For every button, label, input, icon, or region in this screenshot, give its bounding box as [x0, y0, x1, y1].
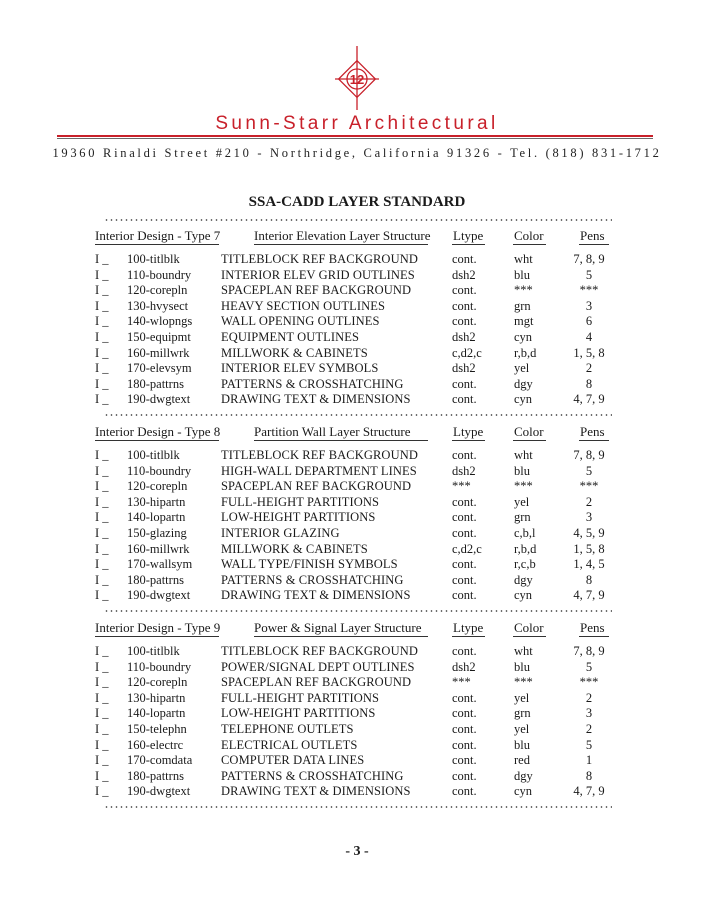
table-row — [0, 313, 714, 329]
header-underline — [579, 440, 609, 441]
layer-linetype: cont. — [452, 572, 477, 587]
layer-pens: 2 — [585, 494, 593, 509]
layer-prefix: I _ — [95, 659, 109, 674]
layer-color: blu — [514, 267, 530, 282]
layer-color: dgy — [514, 572, 533, 587]
layer-pens: 8 — [585, 376, 593, 391]
layer-prefix: I _ — [95, 252, 109, 266]
table-row — [0, 494, 714, 510]
layer-pens: 3 — [585, 510, 593, 525]
table-row — [0, 251, 714, 267]
layer-linetype: cont. — [452, 392, 477, 407]
layer-pens: 1, 5, 8 — [573, 541, 605, 556]
layer-description: INTERIOR ELEV GRID OUTLINES — [221, 267, 415, 282]
layer-pens: 1 — [585, 753, 593, 768]
layer-color: dgy — [514, 376, 533, 391]
layer-pens: 4, 7, 9 — [573, 784, 605, 799]
layer-prefix: I _ — [95, 541, 109, 556]
layer-pens: 5 — [585, 659, 593, 674]
layer-prefix: I _ — [95, 392, 109, 407]
layer-description: FULL-HEIGHT PARTITIONS — [221, 690, 380, 705]
layer-color: grn — [514, 298, 531, 313]
layer-pens: 2 — [585, 361, 593, 376]
layer-description: PATTERNS & CROSSHATCHING — [221, 376, 404, 391]
layer-linetype: cont. — [452, 737, 477, 752]
layer-pens: 3 — [585, 706, 593, 721]
layer-color: blu — [514, 737, 530, 752]
layer-description: DRAWING TEXT & DIMENSIONS — [221, 392, 411, 407]
layer-code: 140-wlopngs — [127, 314, 193, 329]
table-row — [0, 587, 714, 603]
table-row — [0, 541, 714, 557]
column-header-ltype: Ltype — [453, 620, 484, 635]
table-row — [0, 267, 714, 283]
layer-description: TITLEBLOCK REF BACKGROUND — [221, 644, 418, 658]
layer-code: 130-hipartn — [127, 494, 186, 509]
layer-linetype: cont. — [452, 494, 477, 509]
layer-pens: 2 — [585, 722, 593, 736]
layer-code: 110-boundry — [127, 659, 192, 674]
dotted-separator — [104, 806, 612, 808]
layer-linetype: cont. — [452, 768, 477, 783]
layer-linetype: cont. — [452, 448, 477, 462]
layer-color: *** — [514, 283, 533, 298]
layer-code: 180-pattrns — [127, 376, 184, 391]
layer-description: HIGH-WALL DEPARTMENT LINES — [221, 463, 417, 478]
layer-code: 150-glazing — [127, 526, 187, 540]
dotted-separator — [104, 414, 612, 416]
layer-pens: 6 — [585, 314, 593, 329]
table-row — [0, 376, 714, 392]
table-row — [0, 556, 714, 572]
layer-description: HEAVY SECTION OUTLINES — [221, 298, 385, 313]
company-logo — [332, 44, 382, 116]
layer-linetype: cont. — [452, 706, 477, 721]
header-underline — [452, 636, 485, 637]
layer-pens: 4 — [585, 330, 593, 344]
layer-code: 120-corepln — [127, 479, 188, 494]
layer-color: grn — [514, 510, 531, 525]
layer-color: r,b,d — [514, 345, 537, 360]
column-header-color: Color — [514, 424, 544, 439]
layer-linetype: dsh2 — [452, 267, 476, 282]
layer-code: 150-equipmt — [127, 330, 191, 344]
layer-description: TITLEBLOCK REF BACKGROUND — [221, 252, 418, 266]
header-underline — [579, 244, 609, 245]
layer-color: *** — [514, 675, 533, 690]
table-row — [0, 282, 714, 298]
layer-description: DRAWING TEXT & DIMENSIONS — [221, 588, 411, 603]
layer-pens: 5 — [585, 267, 593, 282]
layer-code: 180-pattrns — [127, 572, 184, 587]
layer-code: 160-electrc — [127, 737, 184, 752]
layer-prefix: I _ — [95, 753, 109, 768]
layer-color: cyn — [514, 588, 533, 603]
layer-prefix: I _ — [95, 361, 109, 376]
header-underline — [95, 440, 219, 441]
table-row — [0, 525, 714, 541]
layer-prefix: I _ — [95, 706, 109, 721]
layer-code: 120-corepln — [127, 283, 188, 298]
layer-linetype: c,d2,c — [452, 541, 482, 556]
layer-description: INTERIOR ELEV SYMBOLS — [221, 361, 379, 376]
table-row — [0, 674, 714, 690]
section-structure-label: Partition Wall Layer Structure — [254, 424, 411, 439]
layer-linetype: cont. — [452, 644, 477, 658]
header-underline — [452, 244, 485, 245]
column-header-pens: Pens — [580, 620, 605, 635]
layer-code: 170-comdata — [127, 753, 193, 768]
table-row — [0, 298, 714, 314]
layer-description: LOW-HEIGHT PARTITIONS — [221, 706, 376, 721]
header-underline — [513, 244, 546, 245]
table-row — [0, 643, 714, 659]
column-header-ltype: Ltype — [453, 424, 484, 439]
layer-linetype: cont. — [452, 588, 477, 603]
layer-description: PATTERNS & CROSSHATCHING — [221, 572, 404, 587]
header-rule-red — [57, 135, 653, 137]
layer-linetype: cont. — [452, 753, 477, 768]
layer-linetype: cont. — [452, 722, 477, 736]
header-underline — [452, 440, 485, 441]
layer-description: TITLEBLOCK REF BACKGROUND — [221, 448, 418, 462]
table-row — [0, 783, 714, 799]
layer-code: 190-dwgtext — [127, 392, 191, 407]
layer-color: r,c,b — [514, 557, 536, 572]
layer-code: 110-boundry — [127, 463, 192, 478]
layer-pens: 4, 5, 9 — [573, 526, 605, 540]
table-row — [0, 752, 714, 768]
layer-description: WALL TYPE/FINISH SYMBOLS — [221, 557, 398, 572]
layer-pens: 7, 8, 9 — [573, 644, 605, 658]
layer-code: 100-titlblk — [127, 448, 180, 462]
layer-code: 110-boundry — [127, 267, 192, 282]
layer-description: FULL-HEIGHT PARTITIONS — [221, 494, 380, 509]
layer-pens: 7, 8, 9 — [573, 448, 605, 462]
layer-code: 140-lopartn — [127, 706, 186, 721]
layer-prefix: I _ — [95, 283, 109, 298]
layer-pens: 8 — [585, 572, 593, 587]
layer-color: blu — [514, 463, 530, 478]
layer-code: 100-titlblk — [127, 252, 180, 266]
layer-color: cyn — [514, 392, 533, 407]
layer-linetype: cont. — [452, 690, 477, 705]
table-row — [0, 690, 714, 706]
header-underline — [513, 440, 546, 441]
layer-description: MILLWORK & CABINETS — [221, 345, 368, 360]
layer-code: 170-elevsym — [127, 361, 192, 376]
layer-pens: 2 — [585, 690, 593, 705]
layer-color: dgy — [514, 768, 533, 783]
header-underline — [513, 636, 546, 637]
table-row — [0, 345, 714, 361]
layer-description: DRAWING TEXT & DIMENSIONS — [221, 784, 411, 799]
table-row — [0, 447, 714, 463]
company-name: Sunn-Starr Architectural — [215, 113, 499, 134]
layer-linetype: cont. — [452, 376, 477, 391]
table-row — [0, 391, 714, 407]
layer-color: red — [514, 753, 530, 768]
table-row — [0, 768, 714, 784]
layer-pens: 7, 8, 9 — [573, 252, 605, 266]
layer-pens: 3 — [585, 298, 593, 313]
layer-pens: *** — [579, 675, 599, 690]
layer-pens: *** — [579, 283, 599, 298]
layer-color: cyn — [514, 784, 533, 799]
layer-color: mgt — [514, 314, 534, 329]
layer-linetype: *** — [452, 479, 471, 494]
layer-color: r,b,d — [514, 541, 537, 556]
layer-color: yel — [514, 494, 530, 509]
layer-pens: 5 — [585, 737, 593, 752]
layer-prefix: I _ — [95, 644, 109, 658]
header-underline — [254, 244, 428, 245]
layer-description: TELEPHONE OUTLETS — [221, 722, 354, 736]
section-design-label: Interior Design - Type 8 — [95, 424, 221, 439]
dotted-separator — [104, 219, 612, 221]
layer-prefix: I _ — [95, 494, 109, 509]
header-underline — [95, 244, 219, 245]
layer-description: ELECTRICAL OUTLETS — [221, 737, 358, 752]
layer-description: PATTERNS & CROSSHATCHING — [221, 768, 404, 783]
section-design-label: Interior Design - Type 7 — [95, 228, 221, 243]
layer-linetype: dsh2 — [452, 659, 476, 674]
page-number: - 3 - — [345, 844, 369, 859]
layer-code: 140-lopartn — [127, 510, 186, 525]
header-underline — [254, 636, 428, 637]
table-row — [0, 478, 714, 494]
layer-prefix: I _ — [95, 675, 109, 690]
table-row — [0, 572, 714, 588]
layer-linetype: cont. — [452, 298, 477, 313]
layer-prefix: I _ — [95, 557, 109, 572]
layer-prefix: I _ — [95, 526, 109, 540]
layer-prefix: I _ — [95, 330, 109, 344]
layer-description: WALL OPENING OUTLINES — [221, 314, 380, 329]
layer-linetype: *** — [452, 675, 471, 690]
layer-code: 190-dwgtext — [127, 784, 191, 799]
layer-color: wht — [514, 644, 533, 658]
company-address: 19360 Rinaldi Street #210 - Northridge, California 91326 - Tel. (818) 831-1712 — [52, 146, 662, 160]
layer-prefix: I _ — [95, 768, 109, 783]
layer-prefix: I _ — [95, 722, 109, 736]
layer-code: 170-wallsym — [127, 557, 193, 572]
layer-code: 180-pattrns — [127, 768, 184, 783]
column-header-pens: Pens — [580, 228, 605, 243]
layer-prefix: I _ — [95, 376, 109, 391]
layer-prefix: I _ — [95, 479, 109, 494]
layer-pens: 1, 5, 8 — [573, 345, 605, 360]
layer-pens: 4, 7, 9 — [573, 588, 605, 603]
layer-prefix: I _ — [95, 298, 109, 313]
table-row — [0, 659, 714, 675]
column-header-color: Color — [514, 620, 544, 635]
layer-linetype: cont. — [452, 283, 477, 298]
layer-linetype: cont. — [452, 784, 477, 799]
layer-linetype: dsh2 — [452, 361, 476, 376]
layer-code: 190-dwgtext — [127, 588, 191, 603]
layer-pens: *** — [579, 479, 599, 494]
layer-color: c,b,l — [514, 526, 536, 540]
section-structure-label: Power & Signal Layer Structure — [254, 620, 422, 635]
table-row — [0, 509, 714, 525]
layer-linetype: cont. — [452, 252, 477, 266]
layer-description: SPACEPLAN REF BACKGROUND — [221, 479, 412, 494]
layer-color: yel — [514, 690, 530, 705]
layer-code: 130-hipartn — [127, 690, 186, 705]
layer-color: yel — [514, 361, 530, 376]
header-underline — [254, 440, 428, 441]
header-underline — [95, 636, 219, 637]
layer-code: 100-titlblk — [127, 644, 180, 658]
layer-prefix: I _ — [95, 690, 109, 705]
layer-code: 150-telephn — [127, 722, 187, 736]
column-header-pens: Pens — [580, 424, 605, 439]
layer-linetype: cont. — [452, 526, 477, 540]
table-row — [0, 360, 714, 376]
table-row — [0, 329, 714, 345]
layer-pens: 8 — [585, 768, 593, 783]
layer-color: wht — [514, 252, 533, 266]
layer-color: grn — [514, 706, 531, 721]
layer-pens: 5 — [585, 463, 593, 478]
logo-text: 12 — [349, 72, 365, 87]
layer-description: POWER/SIGNAL DEPT OUTLINES — [221, 659, 415, 674]
layer-description: INTERIOR GLAZING — [221, 526, 340, 540]
table-row — [0, 705, 714, 721]
layer-prefix: I _ — [95, 345, 109, 360]
table-row — [0, 737, 714, 753]
layer-description: COMPUTER DATA LINES — [221, 753, 365, 768]
layer-prefix: I _ — [95, 448, 109, 462]
layer-prefix: I _ — [95, 737, 109, 752]
layer-prefix: I _ — [95, 572, 109, 587]
layer-color: cyn — [514, 330, 533, 344]
column-header-color: Color — [514, 228, 544, 243]
layer-linetype: c,d2,c — [452, 345, 482, 360]
header-underline — [579, 636, 609, 637]
layer-prefix: I _ — [95, 510, 109, 525]
layer-description: MILLWORK & CABINETS — [221, 541, 368, 556]
layer-linetype: cont. — [452, 557, 477, 572]
layer-code: 160-millwrk — [127, 345, 190, 360]
layer-code: 160-millwrk — [127, 541, 190, 556]
layer-color: blu — [514, 659, 530, 674]
section-design-label: Interior Design - Type 9 — [95, 620, 221, 635]
layer-color: *** — [514, 479, 533, 494]
layer-prefix: I _ — [95, 588, 109, 603]
layer-description: EQUIPMENT OUTLINES — [221, 330, 360, 344]
layer-linetype: dsh2 — [452, 330, 476, 344]
layer-description: LOW-HEIGHT PARTITIONS — [221, 510, 376, 525]
layer-prefix: I _ — [95, 314, 109, 329]
layer-color: yel — [514, 722, 530, 736]
header-rule-dark — [57, 138, 653, 139]
layer-prefix: I _ — [95, 784, 109, 799]
layer-pens: 1, 4, 5 — [573, 557, 605, 572]
document-title: SSA-CADD LAYER STANDARD — [248, 194, 466, 210]
table-row — [0, 721, 714, 737]
layer-prefix: I _ — [95, 267, 109, 282]
layer-prefix: I _ — [95, 463, 109, 478]
layer-linetype: cont. — [452, 314, 477, 329]
layer-code: 130-hvysect — [127, 298, 189, 313]
layer-code: 120-corepln — [127, 675, 188, 690]
table-row — [0, 463, 714, 479]
layer-pens: 4, 7, 9 — [573, 392, 605, 407]
layer-description: SPACEPLAN REF BACKGROUND — [221, 675, 412, 690]
layer-color: wht — [514, 448, 533, 462]
layer-linetype: cont. — [452, 510, 477, 525]
dotted-separator — [104, 610, 612, 612]
layer-description: SPACEPLAN REF BACKGROUND — [221, 283, 412, 298]
column-header-ltype: Ltype — [453, 228, 484, 243]
layer-linetype: dsh2 — [452, 463, 476, 478]
section-structure-label: Interior Elevation Layer Structure — [254, 228, 431, 243]
